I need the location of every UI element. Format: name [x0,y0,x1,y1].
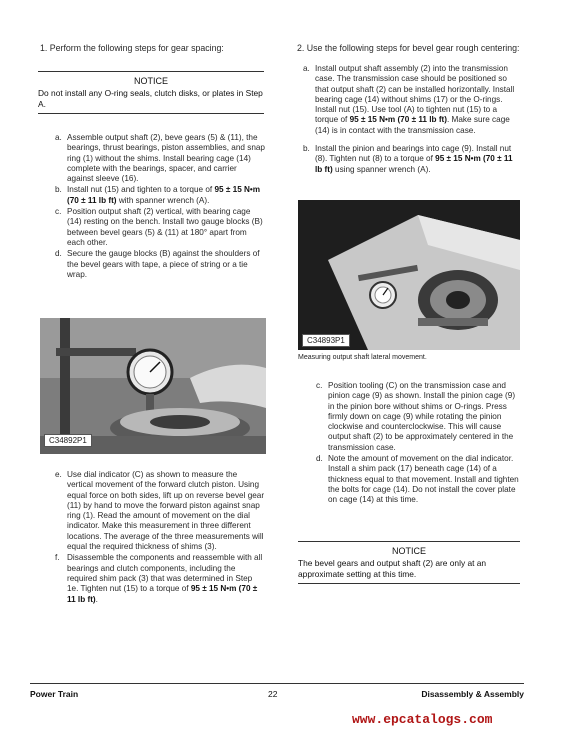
notice-top-rule [38,71,264,72]
torque-spec: 95 ± 15 N•m (70 ± 11 lb ft) [67,185,261,205]
notice-top-rule [298,541,520,542]
step-2-list-a-b [303,64,518,176]
list-marker: d. [316,454,323,464]
footer-chapter-title: Disassembly & Assembly [421,689,524,699]
notice-body: Do not install any O-ring seals, clutch disks, or plates in Step A. [38,88,263,109]
list-marker: c. [316,381,323,390]
list-item [55,207,265,248]
list-marker: d. [55,249,62,259]
list-marker: f. [55,553,60,563]
list-marker: e. [55,470,62,479]
step-1-heading: 1. Perform the following steps for gear spacing: [40,43,224,53]
list-item [55,553,265,604]
list-marker: a. [55,133,62,142]
watermark-url: www.epcatalogs.com [352,712,493,727]
step-2-list-c-d [316,381,520,507]
transmission-case-photo [298,200,520,350]
photo-code-label: C34892P1 [44,434,92,447]
transmission-case-photo-art [298,200,520,350]
list-item-text: Install nut (15) and tighten to a torque of [67,185,215,195]
list-item-text: Position output shaft (2) vertical, with bearing cage (14) resting on the bench. Install two gauge blocks (B) between bevel gears (5) & (11) at 180° apart from each other. [67,207,263,247]
notice-title: NOTICE [133,76,168,86]
list-item-text: using spanner wrench (A). [332,164,431,174]
list-item [55,185,265,206]
list-item-text: Note the amount of movement on the dial indicator. Install a shim pack (17) beneath cage (14) of a thickness equal to that movement. Install and tighten the bolts for cage (14). Do not install the cover plate on cage (14) at this time. [328,454,519,505]
list-item [55,249,265,280]
step-2-heading: 2. Use the following steps for bevel gear rough centering: [297,43,520,53]
list-marker: a. [303,64,310,73]
list-item-text: Install the pinion and bearings into cage (9). Install nut (8). Tighten nut (8) to a torque of [315,144,512,164]
photo-code-label: C34893P1 [302,334,350,347]
list-item-text: Disassemble the components and reassemble with all bearings and clutch components, including the required shim pack (3) that was determined in Step 1e. Tighten nut (15) to a torque of [67,553,263,594]
list-item-text: Use dial indicator (C) as shown to measure the vertical movement of the forward clutch piston. Using equal force on both sides, lift up on reverse bevel gear (11) by hand to move the forward piston against snap ring (1). Read the amount of movement on the dial indicator. Make this measurement in three different locations. The average of the three measurements will equal the required thickness of shims (3). [67,470,265,552]
notice-bottom-rule [298,583,520,584]
torque-spec: 95 ± 15 N•m (70 ± 11 lb ft) [67,584,258,604]
torque-spec: 95 ± 15 N•m (70 ± 11 lb ft) [315,154,513,174]
footer-section-title: Power Train [30,689,79,699]
notice-title: NOTICE [391,546,426,556]
list-item-text: Assemble output shaft (2), beve gears (5) & (11), the bearings, thrust bearings, piston assemblies, and snap ring (1) without the shims. Install bearing cage (14) complete with the bearings, spacer, and carrier against sleeve (16). [67,133,265,184]
list-item [303,144,518,175]
list-item-text: Position tooling (C) on the transmission case and pinion cage (9) as shown. Install the pinion cage (9) in the pinion bore without shims or O-rings. Press firmly down on cage (9) while rotating the pinion clockwise and counterclockwise. This will cause output shaft (2) to be approximately centered in the transmission case. [328,381,516,452]
list-item [303,64,518,136]
page-number: 22 [268,689,278,699]
step-1-list-e-f [55,470,265,606]
list-marker: c. [55,207,62,217]
list-item-text: with spanner wrench (A). [116,195,210,205]
footer-rule [30,683,524,684]
list-marker: b. [55,185,62,195]
notice-body: The bevel gears and output shaft (2) are only at an approximate setting at this time. [298,558,487,579]
list-item-text: . [95,594,98,604]
torque-spec: 95 ± 15 N•m (70 ± 11 lb ft) [349,115,447,125]
list-item [316,454,520,505]
list-item-text: Secure the gauge blocks (B) against the shoulders of the bevel gears with tape, a piece of string or a tie wrap. [67,249,260,279]
notice-bottom-rule [38,113,264,114]
list-item [55,470,265,552]
list-item-text: Install output shaft assembly (2) into the transmission case. The transmission case should be positioned so that output shaft (2) can be installed horizontally. Install bearing cage (14) without shims (17) or the O-rings. Install nut (15). Use tool (A) to tighten nut (15) to a torque of [315,64,515,125]
dial-indicator-photo [40,318,266,454]
list-item [55,133,265,184]
list-item [316,381,520,453]
list-item-text: . Make sure cage (14) is in contact with the transmission case. [315,115,510,135]
photo-caption: Measuring output shaft lateral movement. [298,354,427,361]
list-marker: b. [303,144,310,154]
step-1-list-a-d [55,133,265,281]
